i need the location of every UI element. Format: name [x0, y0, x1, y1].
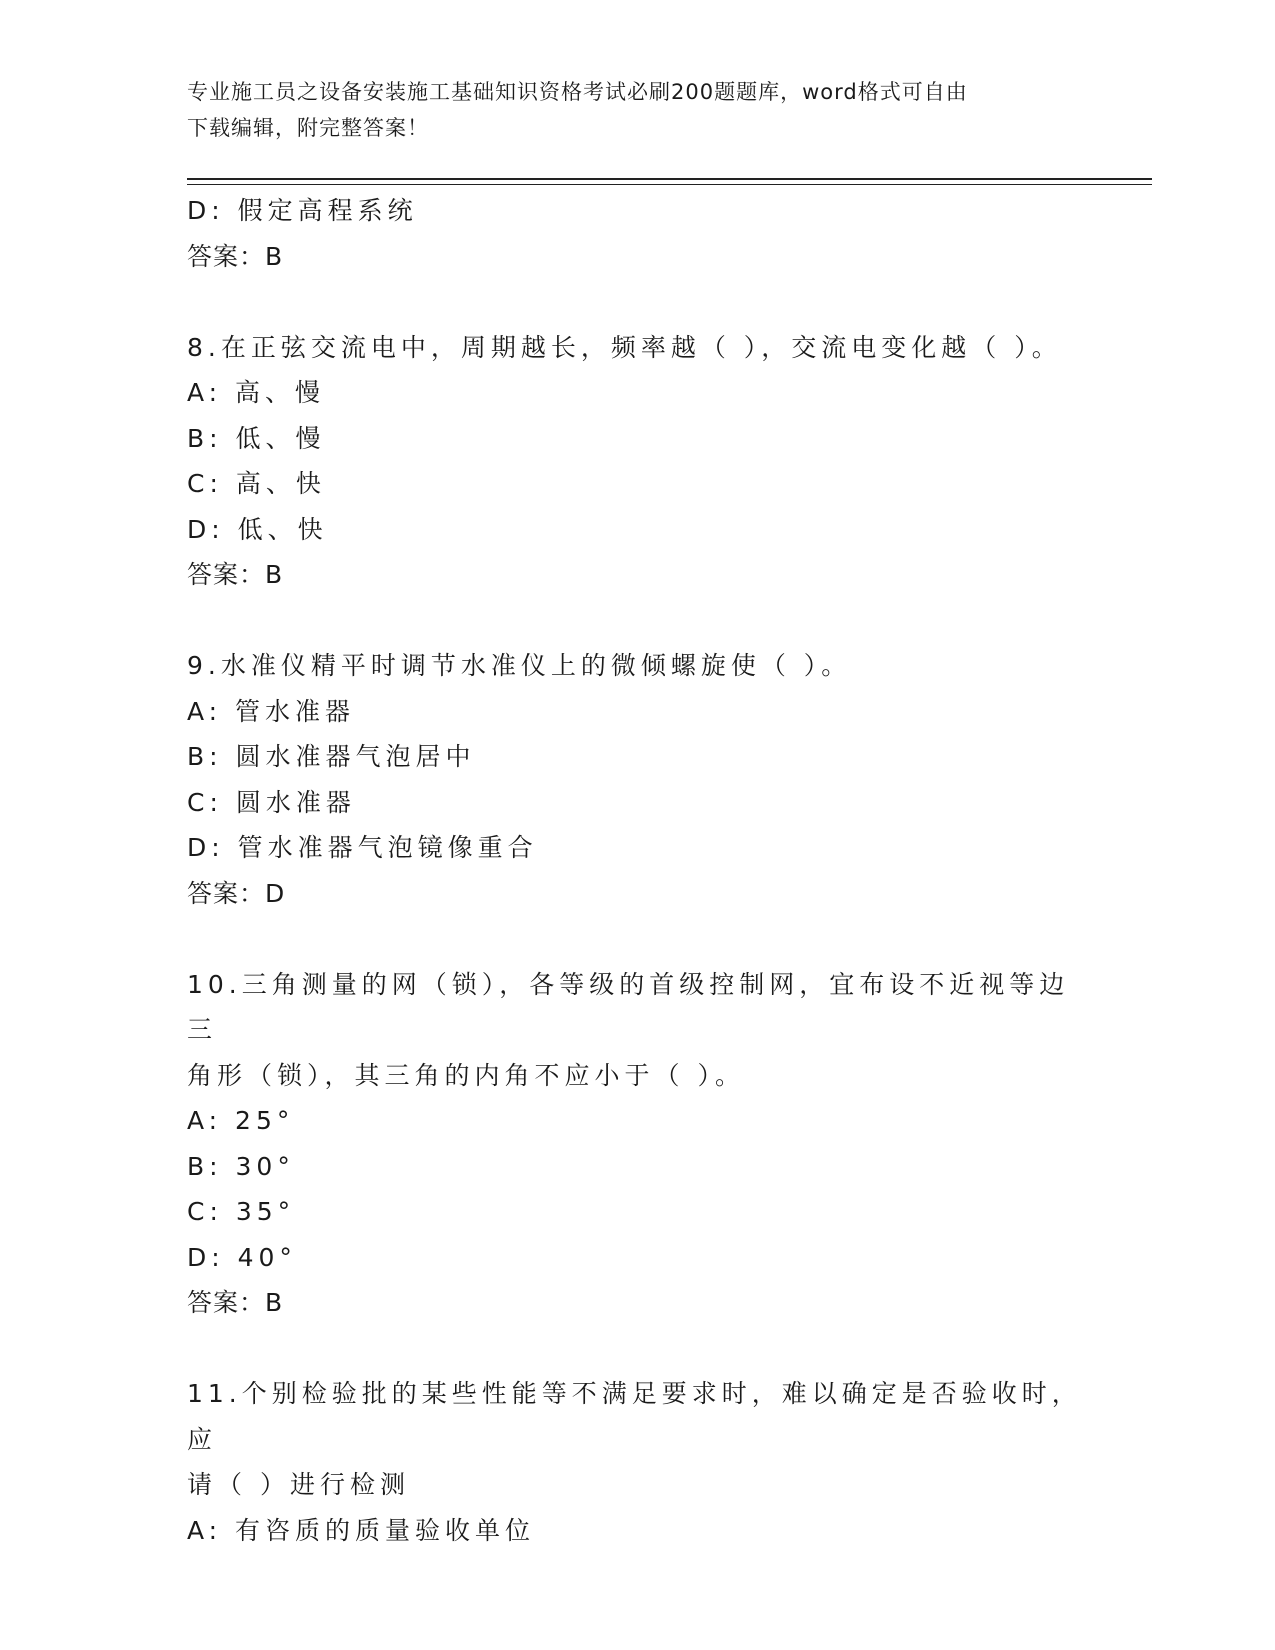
header-line-1: 专业施工员之设备安装施工基础知识资格考试必刷200题题库，word格式可自由 [187, 80, 968, 104]
option-c: C: 高、快 [187, 469, 326, 498]
question-block-7 [187, 188, 1087, 279]
question-text-line-1: 10.三角测量的网（锁），各等级的首级控制网，宜布设不近视等边三 [187, 969, 1070, 1044]
question-text-line-1: 11.个别检验批的某些性能等不满足要求时，难以确定是否验收时，应 [187, 1379, 1082, 1454]
option-d: D: 40° [187, 1242, 297, 1272]
option-a: A: 高、慢 [187, 378, 326, 407]
option-b: B: 圆水准器气泡居中 [187, 742, 476, 771]
spacer [187, 916, 1087, 962]
option-c: C: 35° [187, 1197, 296, 1226]
question-block-11 [187, 1371, 1087, 1553]
header-rule-thick [187, 178, 1152, 180]
question-text: 9.水准仪精平时调节水准仪上的微倾螺旋使（ ）。 [187, 651, 852, 680]
option-a: A: 有咨质的质量验收单位 [187, 1515, 536, 1545]
question-text-line-2: 角形（锁），其三角的内角不应小于（ ）。 [187, 1060, 745, 1090]
question-block-10 [187, 962, 1087, 1326]
question-list [187, 188, 1087, 1553]
question-block-9 [187, 643, 1087, 916]
option-b: B: 30° [187, 1151, 295, 1181]
option-c: C: 圆水准器 [187, 787, 356, 817]
option-d: D: 假定高程系统 [187, 196, 418, 225]
option-d: D: 管水准器气泡镜像重合 [187, 833, 538, 862]
header-line-2: 下载编辑，附完整答案！ [187, 116, 429, 140]
option-d: D: 低、快 [187, 514, 328, 544]
spacer [187, 279, 1087, 325]
option-b: B: 低、慢 [187, 423, 326, 453]
header-rule-thin [187, 184, 1152, 185]
document-header [187, 74, 1067, 146]
option-a: A: 25° [187, 1106, 295, 1135]
question-text-line-2: 请（ ）进行检测 [187, 1470, 410, 1499]
answer-line: 答案：B [187, 1288, 284, 1317]
answer-line: 答案：B [187, 560, 284, 589]
spacer [187, 598, 1087, 644]
option-a: A: 管水准器 [187, 696, 356, 726]
answer-line: 答案：B [187, 241, 284, 271]
answer-line: 答案：D [187, 878, 286, 908]
question-block-8 [187, 325, 1087, 598]
question-text: 8.在正弦交流电中，周期越长，频率越（ ），交流电变化越（ ）。 [187, 332, 1062, 362]
spacer [187, 1326, 1087, 1372]
